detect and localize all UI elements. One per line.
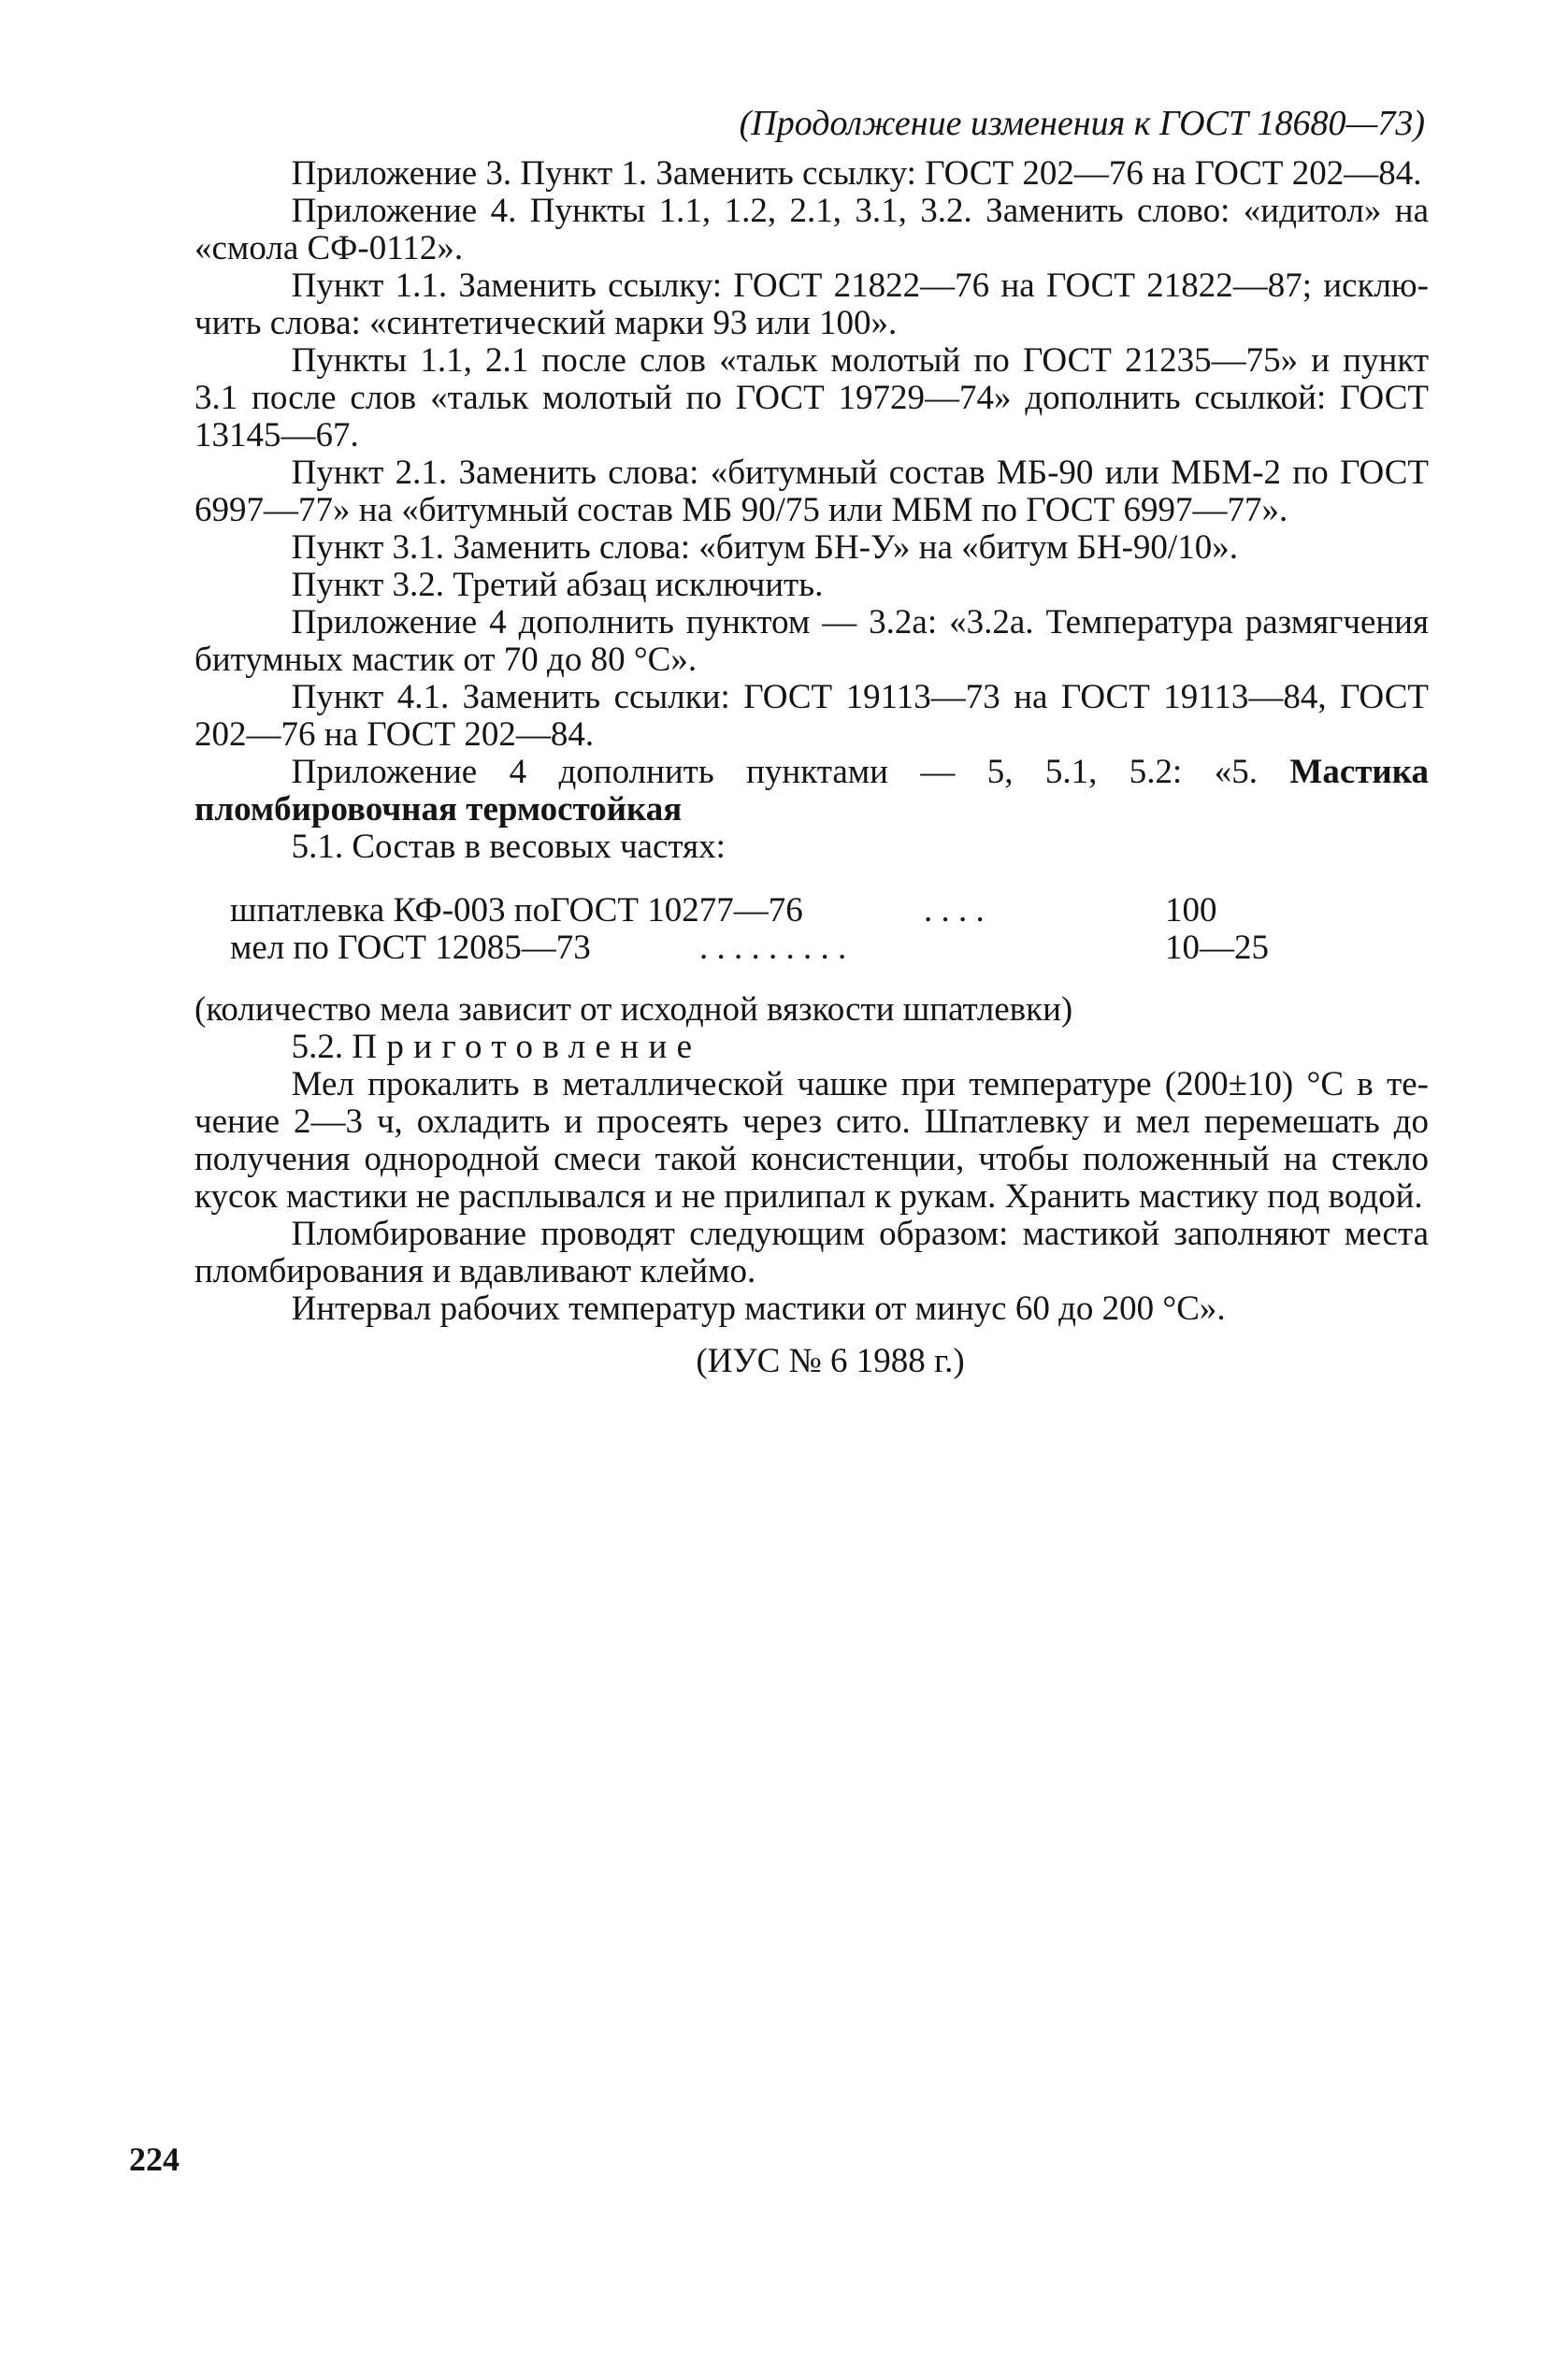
paragraph-appendix4-3-2a: Приложение 4 дополнить пунктом — 3.2а: «3.2а. Температура размягчения битумных мастик от 70 до 80 °С». (194, 603, 1429, 679)
paragraph-sealing: Пломбирование проводят следующим образом: мастикой заполняют места пломбирования и вдавливают клеймо. (194, 1215, 1429, 1290)
composition-row (194, 930, 1429, 967)
page-number: 224 (129, 2141, 180, 2178)
paragraph-item-2-1: Пункт 2.1. Заменить слова: «битумный состав МБ-90 или МБМ-2 по ГОСТ 6997—77» на «битумный состав МБ 90/75 или МБМ по ГОСТ 6997—77». (194, 454, 1429, 529)
composition-row (194, 892, 1429, 930)
paragraph-items-1-1-2-1: Пункты 1.1, 2.1 после слов «тальк молотый по ГОСТ 21235—75» и пункт 3.1 после слов «тальк молотый по ГОСТ 19729—74» дополнить ссылкой: ГОСТ 13145—67. (194, 341, 1429, 454)
composition-item: шпатлевка КФ-003 поГОСТ 10277—76 (230, 891, 803, 930)
paragraph-item-3-1: Пункт 3.1. Заменить слова: «битум БН-У» на «битум БН-90/10». (291, 528, 1238, 567)
composition-table (194, 892, 1429, 967)
paragraph-preparation-heading (194, 1029, 1429, 1066)
paragraph-appendix4-item5-text: Приложение 4 дополнить пунктами — 5, 5.1, 5.2: «5. (291, 753, 1290, 791)
composition-value: 10—25 (1165, 929, 1269, 967)
paragraph-chalk-note: (количество мела зависит от исходной вязкости шпатлевки) (194, 990, 1073, 1029)
paragraph-appendix4-items: Приложение 4. Пункты 1.1, 1.2, 2.1, 3.1, 3.2. Заменить слово: «идитол» на «смола СФ-0112». (194, 192, 1429, 267)
paragraph-temperature-range: Интервал рабочих температур мастики от минус 60 до 200 °С». (291, 1290, 1226, 1328)
continuation-header: (Продолжение изменения к ГОСТ 18680—73) (739, 104, 1425, 143)
mastic-title: Мастика пломбировочная термостойкая (194, 753, 1429, 829)
composition-value: 100 (1165, 891, 1217, 930)
composition-dots: . . . . (924, 891, 985, 930)
paragraph-item-3-2: Пункт 3.2. Третий абзац исключить. (291, 566, 824, 604)
preparation-number: 5.2. (291, 1028, 352, 1066)
paragraph-item-4-1: Пункт 4.1. Заменить ссылки: ГОСТ 19113—73 на ГОСТ 19113—84, ГОСТ 202—76 на ГОСТ 202—84. (194, 678, 1429, 754)
composition-item: мел по ГОСТ 12085—73 (230, 929, 591, 967)
ius-reference: (ИУС № 6 1988 г.) (696, 1342, 965, 1380)
paragraph-appendix4-item5 (194, 754, 1429, 829)
composition-dots: . . . . . . . . . (699, 929, 847, 967)
preparation-title: Приготовление (352, 1028, 702, 1066)
paragraph-composition-heading: 5.1. Состав в весовых частях: (291, 828, 726, 866)
paragraph-item-1-1: Пункт 1.1. Заменить ссылку: ГОСТ 21822—76 на ГОСТ 21822—87; исключить слова: «синтетический марки 93 или 100». (194, 267, 1429, 342)
paragraph-preparation-text: Мел прокалить в металлической чашке при температуре (200±10) °С в течение 2—3 ч, охладить и просеять через сито. Шпатлевку и мел перемешать до получения однородной смеси такой консистенции, чтобы положенный на стекло кусок мастики не расплывался и не прилипал к рукам. Хранить мастику под водой. (194, 1065, 1429, 1216)
paragraph-appendix3-item1: Приложение 3. Пункт 1. Заменить ссылку: ГОСТ 202—76 на ГОСТ 202—84. (291, 154, 1422, 193)
document-page (194, 105, 1429, 1380)
